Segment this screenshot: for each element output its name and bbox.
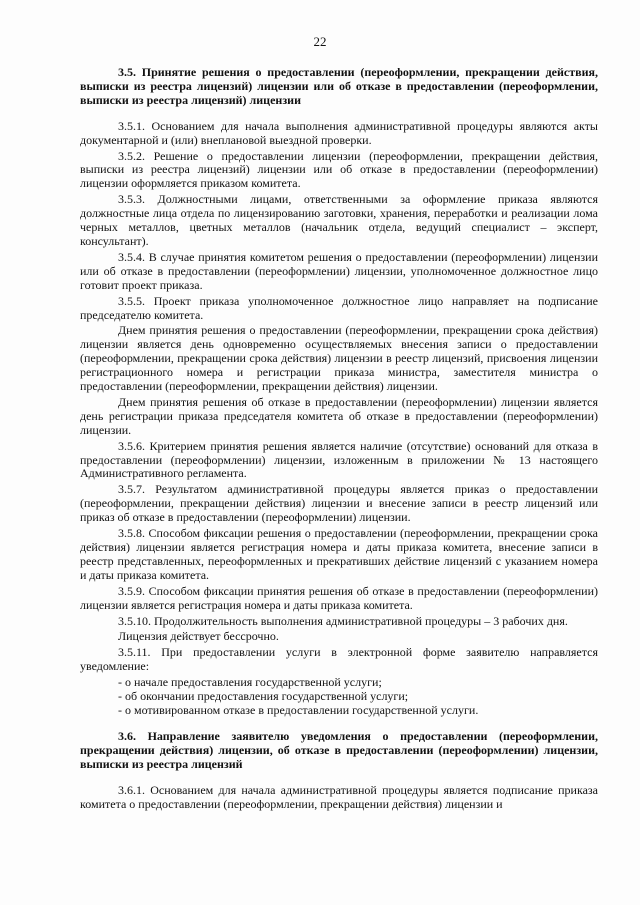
list-item: - об окончании предоставления государственной услуги;	[118, 689, 409, 704]
paragraph-3-5-7: 3.5.7. Результатом административной процедуры является приказ о предоставлении (переоформлении, прекращении действия) лицензии и внесение записи в реестр лицензий или приказ об отказе в предоставлении (переоформлении) лицензии.	[80, 482, 598, 525]
paragraph-3-5-8: 3.5.8. Способом фиксации решения о предоставлении (переоформлении, прекращении срока действия) лицензии является регистрация номера и даты приказа комитета, внесение записи в реестр представленных, переоформленных и прекративших действие лицензий с указанием номера и даты приказа комитета.	[80, 526, 598, 582]
paragraph-3-5-10: 3.5.10. Продолжительность выполнения административной процедуры – 3 рабочих дня.	[118, 613, 568, 628]
paragraph-decision-day: Днем принятия решения о предоставлении (переоформлении, прекращении срока действия) лицензии является день одновременно осуществляемых внесения записи о предоставлении (переоформлении, прекращении срока действия) лицензии в реестр лицензий, присвоения лицензии регистрационного номера и регистрации приказа министра, заместителя министра о предоставлении (переоформлении, прекращении действия) лицензии.	[80, 323, 598, 394]
section-heading-3-6: 3.6. Направление заявителю уведомления о предоставлении (переоформлении, прекращении действия) лицензии, об отказе в предоставлении (переоформлении) лицензии, выписки из реестра лицензий	[80, 728, 598, 771]
list-item: - о начале предоставления государственной услуги;	[118, 675, 382, 690]
page-number: 22	[313, 34, 327, 49]
paragraph-3-5-4: 3.5.4. В случае принятия комитетом решения о предоставлении (переоформлении) лицензии или об отказе в предоставлении (переоформлении) лицензии, уполномоченное должностное лицо готовит проект приказа.	[80, 249, 598, 292]
paragraph-3-5-2: 3.5.2. Решение о предоставлении лицензии (переоформлении, прекращении действия, выписки из реестра лицензий) лицензии или об отказе в предоставлении (переоформлении) лицензии оформляется приказом комитета.	[80, 148, 598, 191]
paragraph-3-5-9: 3.5.9. Способом фиксации принятия решения об отказе в предоставлении (переоформлении) лицензии является регистрация номера и даты приказа комитета.	[80, 583, 598, 612]
paragraph-3-5-1: 3.5.1. Основанием для начала выполнения административной процедуры являются акты документарной и (или) внеплановой выездной проверки.	[80, 118, 598, 147]
paragraph-license-validity: Лицензия действует бессрочно.	[118, 629, 279, 644]
paragraph-refusal-day: Днем принятия решения об отказе в предоставлении (переоформлении) лицензии является день регистрации приказа председателя комитета об отказе в предоставлении (переоформлении) лицензии.	[80, 394, 598, 437]
paragraph-3-5-5: 3.5.5. Проект приказа уполномоченное должностное лицо направляет на подписание председателю комитета.	[80, 293, 598, 322]
list-item: - о мотивированном отказе в предоставлении государственной услуги.	[118, 702, 479, 717]
paragraph-3-6-1: 3.6.1. Основанием для начала административной процедуры является подписание приказа комитета о предоставлении (переоформлении, прекращении действия) лицензии и	[80, 782, 598, 811]
notification-list	[80, 676, 598, 718]
page-content	[80, 66, 598, 813]
section-heading-3-5: 3.5. Принятие решения о предоставлении (переоформлении, прекращении действия, выписки из реестра лицензий) лицензии или об отказе в предоставлении (переоформлении, выписки из реестра лицензий) лицензии	[80, 65, 598, 107]
paragraph-3-5-6: 3.5.6. Критерием принятия решения является наличие (отсутствие) оснований для отказа в предоставлении (переоформлении) лицензии, изложенным в приложении № 13 настоящего Административного регламента.	[80, 438, 598, 481]
paragraph-3-5-3: 3.5.3. Должностными лицами, ответственными за оформление приказа являются должностные лица отдела по лицензированию заготовки, хранения, переработки и реализации лома черных металлов, цветных металлов (начальник отдела, ведущий специалист – эксперт, консультант).	[80, 192, 598, 248]
paragraph-3-5-11: 3.5.11. При предоставлении услуги в электронной форме заявителю направляется уведомление:	[80, 645, 598, 674]
